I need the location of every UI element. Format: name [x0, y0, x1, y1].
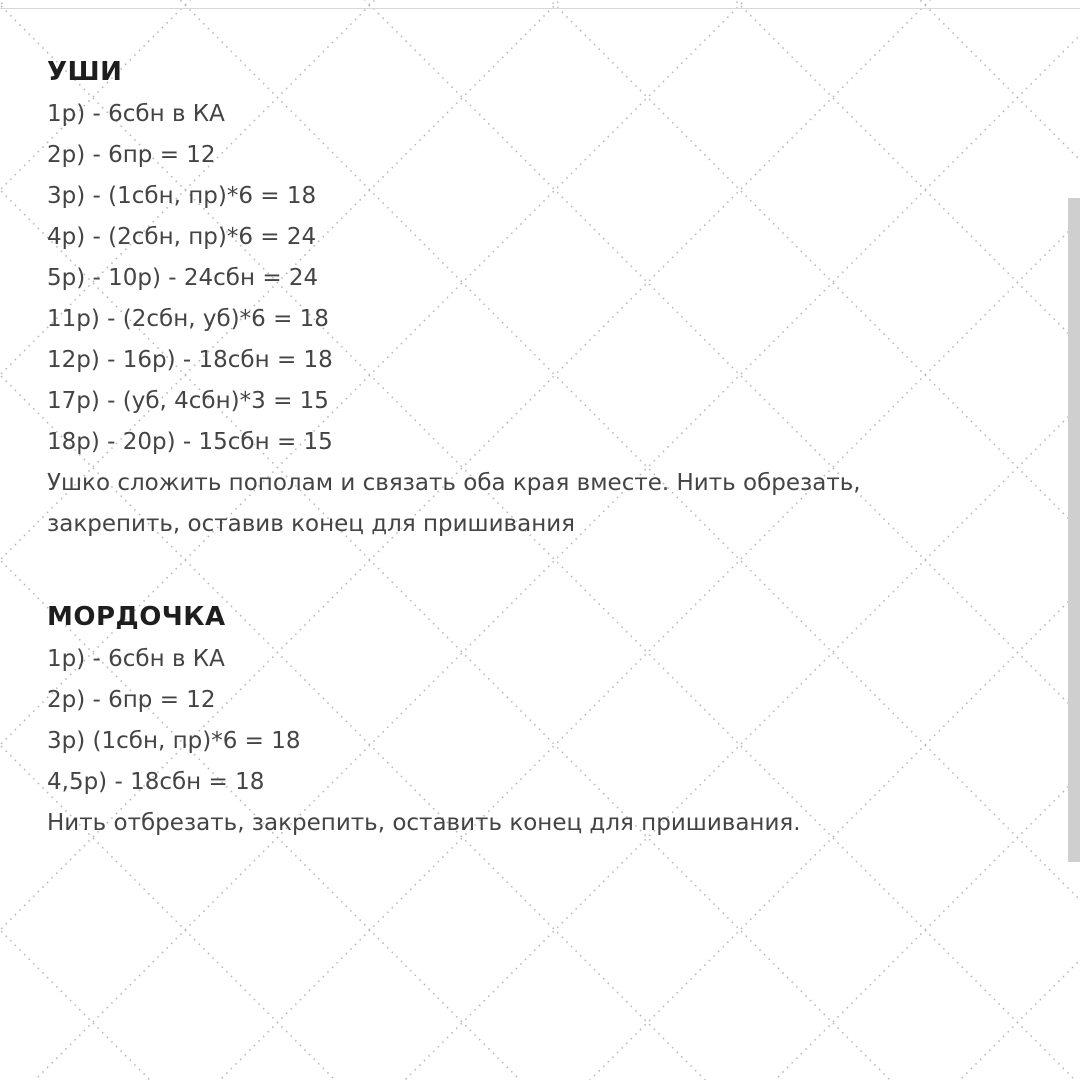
row-ears-4: 4р) - (2сбн, пр)*6 = 24 [47, 224, 317, 250]
row-ears-1: 1р) - 6сбн в КА [47, 101, 225, 127]
row-ears-8: 17р) - (уб, 4сбн)*3 = 15 [47, 388, 329, 414]
section-heading-ears: УШИ [47, 57, 123, 87]
row-ears-6: 11р) - (2сбн, уб)*6 = 18 [47, 306, 329, 332]
scrollbar-thumb[interactable] [1068, 198, 1080, 862]
section-heading-muzzle: МОРДОЧКА [47, 602, 226, 632]
ears-instruction-line-1: Ушко сложить пополам и связать оба края вместе. Нить обрезать, [47, 470, 861, 496]
pattern-content [47, 50, 1047, 844]
section-muzzle [47, 595, 1047, 844]
section-ears [47, 50, 1047, 545]
row-ears-3: 3р) - (1сбн, пр)*6 = 18 [47, 183, 317, 209]
row-muzzle-2: 2р) - 6пр = 12 [47, 687, 216, 713]
row-ears-9: 18р) - 20р) - 15сбн = 15 [47, 429, 333, 455]
row-muzzle-4: 4,5р) - 18сбн = 18 [47, 769, 265, 795]
row-muzzle-1: 1р) - 6сбн в КА [47, 646, 225, 672]
row-ears-7: 12р) - 16р) - 18сбн = 18 [47, 347, 333, 373]
section-spacer [47, 545, 1047, 595]
top-divider [0, 8, 1080, 9]
row-muzzle-3: 3р) (1сбн, пр)*6 = 18 [47, 728, 301, 754]
row-ears-5: 5р) - 10р) - 24сбн = 24 [47, 265, 319, 291]
ears-instruction-line-2: закрепить, оставив конец для пришивания [47, 511, 576, 537]
muzzle-instruction-line: Нить отбрезать, закрепить, оставить конец для пришивания. [47, 810, 801, 836]
row-ears-2: 2р) - 6пр = 12 [47, 142, 216, 168]
